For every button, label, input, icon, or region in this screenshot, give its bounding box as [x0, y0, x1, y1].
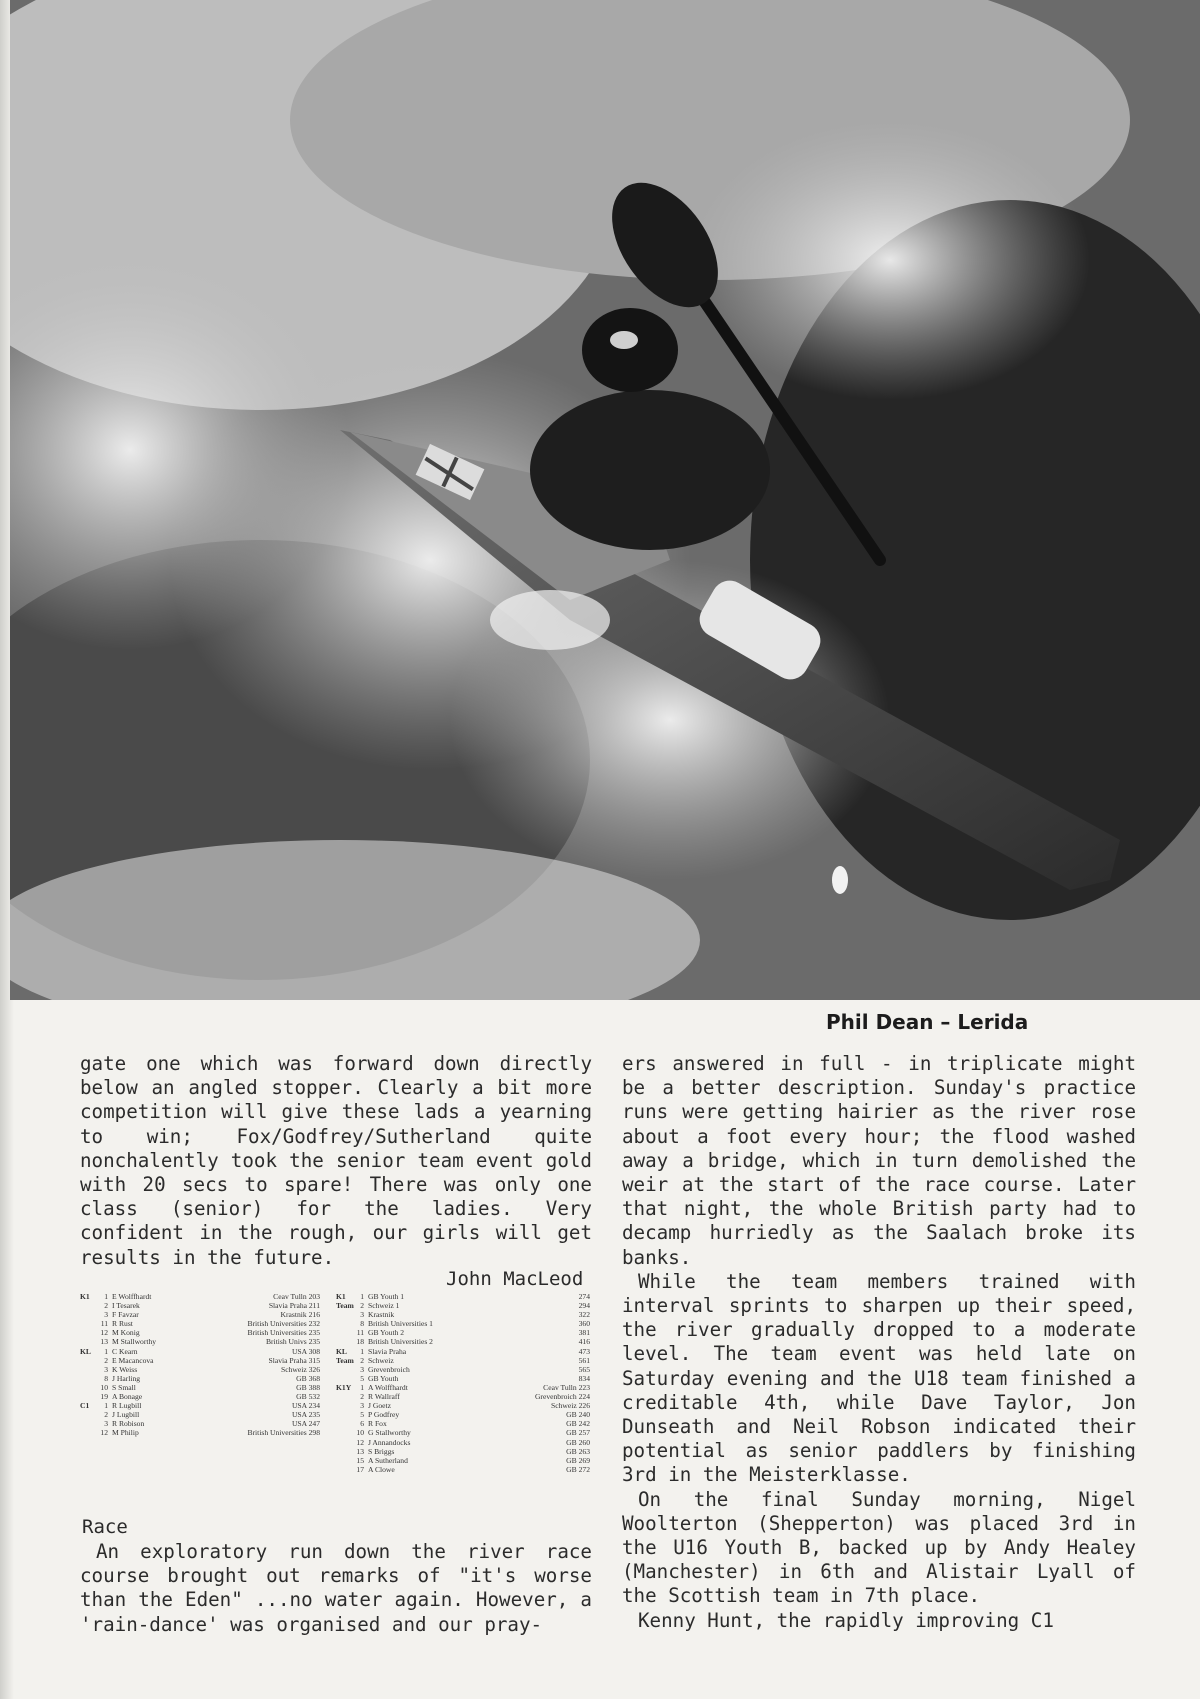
- results-club-time: 360: [578, 1319, 590, 1329]
- results-row: [80, 1337, 320, 1346]
- results-row: [336, 1301, 590, 1310]
- results-name: E Macancova: [112, 1355, 154, 1365]
- results-row: [336, 1319, 590, 1328]
- results-club-time: GB 532: [296, 1392, 320, 1402]
- results-club-time: USA 308: [291, 1346, 320, 1356]
- results-row: [80, 1347, 320, 1356]
- results-club-time: 294: [578, 1301, 590, 1311]
- results-position: 1: [360, 1346, 364, 1356]
- results-club-time: Slavia Praha 315: [268, 1355, 320, 1365]
- results-class: K1Y: [336, 1382, 352, 1392]
- results-club-time: 561: [578, 1355, 590, 1365]
- results-name: A Sutherland: [368, 1455, 408, 1465]
- results-row: [336, 1356, 590, 1365]
- results-name: E Wolffhardt: [112, 1292, 152, 1301]
- article-column-left-bottom: [80, 1540, 592, 1637]
- results-row: [336, 1337, 590, 1346]
- results-position: 18: [356, 1337, 364, 1347]
- results-position: 5: [360, 1410, 364, 1420]
- results-club-time: USA 247: [291, 1419, 320, 1429]
- results-position: 17: [356, 1464, 364, 1474]
- results-row: [336, 1374, 590, 1383]
- results-name: S Small: [112, 1382, 136, 1392]
- article-column-right: [622, 1052, 1136, 1633]
- results-row: [80, 1292, 320, 1301]
- results-class: Team: [336, 1355, 354, 1365]
- results-club-time: GB 240: [566, 1410, 590, 1420]
- results-position: 19: [100, 1392, 108, 1402]
- results-name: Schweiz: [368, 1355, 394, 1365]
- results-position: 3: [360, 1401, 364, 1411]
- results-name: J Goetz: [368, 1401, 391, 1411]
- results-position: 2: [360, 1301, 364, 1311]
- results-name: R Fox: [368, 1419, 387, 1429]
- results-name: British Universities 1: [368, 1319, 433, 1329]
- results-club-time: GB 368: [296, 1373, 320, 1383]
- results-row: [336, 1383, 590, 1392]
- results-club-time: Schweiz 326: [280, 1364, 320, 1374]
- results-club-time: USA 235: [291, 1410, 320, 1420]
- results-name: GB Youth 2: [368, 1328, 405, 1338]
- results-club-time: USA 234: [291, 1401, 320, 1411]
- results-row: [80, 1410, 320, 1419]
- results-name: J Lugbill: [112, 1410, 140, 1420]
- results-class: Team: [336, 1301, 354, 1311]
- results-club-time: GB 242: [566, 1419, 590, 1429]
- results-position: 1: [360, 1382, 364, 1392]
- results-club-time: 322: [578, 1310, 590, 1320]
- results-class: KL: [336, 1346, 347, 1356]
- results-position: 6: [360, 1419, 364, 1429]
- results-row: [80, 1419, 320, 1428]
- results-column-right: [336, 1292, 590, 1474]
- kayak-photo-illustration: [10, 0, 1200, 1000]
- results-name: M Philip: [112, 1428, 139, 1438]
- results-row: [80, 1428, 320, 1437]
- results-name: M Stallworthy: [112, 1337, 157, 1347]
- results-row: [336, 1310, 590, 1319]
- results-name: P Godfrey: [368, 1410, 400, 1420]
- results-position: 10: [356, 1428, 364, 1438]
- results-row: [80, 1328, 320, 1337]
- results-row: [80, 1301, 320, 1310]
- results-club-time: British Universities 298: [247, 1428, 320, 1438]
- results-club-time: 834: [578, 1373, 590, 1383]
- results-position: 1: [104, 1401, 108, 1411]
- results-club-time: British Universities 235: [247, 1328, 320, 1338]
- results-row: [80, 1319, 320, 1328]
- results-club-time: British Universities 232: [247, 1319, 320, 1329]
- results-position: 2: [104, 1301, 108, 1311]
- kayak-photo: [10, 0, 1200, 1000]
- results-club-time: Krastnik 216: [280, 1310, 320, 1320]
- article-paragraph: An exploratory run down the river race course brought out remarks of "it's worse than the Eden" ...no water again. However, a 'rain-dance' was organised and our pray-: [80, 1540, 592, 1636]
- results-position: 8: [360, 1319, 364, 1329]
- section-heading-race: Race: [82, 1516, 128, 1538]
- article-column-left-top: [80, 1052, 592, 1270]
- results-row: [80, 1392, 320, 1401]
- results-name: Schweiz 1: [368, 1301, 400, 1311]
- results-name: R Robison: [112, 1419, 145, 1429]
- results-row: [80, 1356, 320, 1365]
- results-row: [336, 1392, 590, 1401]
- results-club-time: Slavia Praha 211: [268, 1301, 320, 1311]
- results-position: 5: [360, 1373, 364, 1383]
- photo-caption: Phil Dean – Lerida: [826, 1010, 1029, 1034]
- article-paragraph: On the final Sunday morning, Nigel Woolterton (Shepperton) was placed 3rd in the U16 Youth B, backed up by Andy Healey (Manchester) in 6th and Alistair Lyall of the Scottish team in 7th place.: [622, 1487, 1136, 1608]
- results-position: 11: [100, 1319, 108, 1329]
- results-row: [80, 1310, 320, 1319]
- results-name: A Wolffhardt: [368, 1382, 408, 1392]
- results-row: [336, 1401, 590, 1410]
- results-row: [336, 1465, 590, 1474]
- results-club-time: Ceav Tulln 223: [543, 1382, 590, 1392]
- results-position: 15: [356, 1455, 364, 1465]
- results-club-time: Grevenbroich 224: [534, 1392, 590, 1402]
- results-class: KL: [80, 1346, 91, 1356]
- results-name: R Wallraff: [368, 1392, 400, 1402]
- results-club-time: GB 260: [566, 1437, 590, 1447]
- results-position: 3: [104, 1310, 108, 1320]
- results-row: [336, 1328, 590, 1337]
- results-name: R Lugbill: [112, 1401, 142, 1411]
- results-row: [336, 1347, 590, 1356]
- results-row: [336, 1292, 590, 1301]
- results-row: [80, 1374, 320, 1383]
- results-column-left: [80, 1292, 320, 1438]
- results-club-time: GB 263: [566, 1446, 590, 1456]
- results-name: GB Youth 1: [368, 1292, 405, 1301]
- results-name: GB Youth: [368, 1373, 399, 1383]
- results-class: K1: [336, 1292, 346, 1301]
- results-club-time: 565: [578, 1364, 590, 1374]
- results-club-time: Schweiz 226: [550, 1401, 590, 1411]
- results-position: 2: [104, 1355, 108, 1365]
- results-club-time: GB 272: [566, 1464, 590, 1474]
- results-position: 12: [100, 1328, 108, 1338]
- results-position: 12: [100, 1428, 108, 1438]
- results-table: [80, 1292, 592, 1514]
- results-position: 13: [100, 1337, 108, 1347]
- results-row: [336, 1447, 590, 1456]
- results-name: K Weiss: [112, 1364, 138, 1374]
- results-position: 11: [356, 1328, 364, 1338]
- results-club-time: 274: [578, 1292, 590, 1301]
- results-club-time: 381: [578, 1328, 590, 1338]
- results-name: C Kearn: [112, 1346, 138, 1356]
- results-name: G Stallworthy: [368, 1428, 411, 1438]
- results-position: 2: [360, 1355, 364, 1365]
- results-name: F Favzar: [112, 1310, 139, 1320]
- results-name: I Tesarek: [112, 1301, 140, 1311]
- results-name: S Briggs: [368, 1446, 395, 1456]
- results-name: A Bonage: [112, 1392, 143, 1402]
- results-position: 12: [356, 1437, 364, 1447]
- article-paragraph: gate one which was forward down directly below an angled stopper. Clearly a bit more competition will give these lads a yearning to win; Fox/Godfrey/Sutherland quite nonchalently took the senior team event gold with 20 secs to spare! There was only one class (senior) for the ladies. Very confident in the rough, our girls will get results in the future.: [80, 1052, 592, 1269]
- results-club-time: 473: [578, 1346, 590, 1356]
- article-paragraph: While the team members trained with interval sprints to sharpen up their speed, the river gradually dropped to a moderate level. The team event was held late on Saturday evening and the U18 team finished a creditable 4th, while Dave Taylor, Jon Dunseath and Neil Robson indicated their potential as senior paddlers by finishing 3rd in the Meisterklasse.: [622, 1269, 1136, 1487]
- results-name: M Konig: [112, 1328, 140, 1338]
- author-signoff: John MacLeod: [446, 1268, 584, 1290]
- results-club-time: GB 388: [296, 1382, 320, 1392]
- results-row: [336, 1428, 590, 1437]
- results-club-time: Ceav Tulln 203: [273, 1292, 320, 1301]
- results-name: British Universities 2: [368, 1337, 433, 1347]
- results-position: 3: [360, 1310, 364, 1320]
- article-paragraph: Kenny Hunt, the rapidly improving C1: [638, 1608, 1054, 1632]
- results-club-time: British Univs 235: [265, 1337, 320, 1347]
- results-position: 2: [360, 1392, 364, 1402]
- results-row: [336, 1419, 590, 1428]
- results-name: J Annandocks: [368, 1437, 411, 1447]
- results-row: [336, 1410, 590, 1419]
- results-name: Krastnik: [368, 1310, 395, 1320]
- results-position: 13: [356, 1446, 364, 1456]
- results-position: 1: [104, 1346, 108, 1356]
- results-position: 10: [100, 1382, 108, 1392]
- results-row: [336, 1365, 590, 1374]
- results-position: 3: [104, 1419, 108, 1429]
- results-position: 3: [104, 1364, 108, 1374]
- results-class: K1: [80, 1292, 90, 1301]
- results-name: Slavia Praha: [368, 1346, 407, 1356]
- results-class: C1: [80, 1401, 90, 1411]
- results-name: A Clowe: [368, 1464, 395, 1474]
- results-row: [80, 1365, 320, 1374]
- results-position: 8: [104, 1373, 108, 1383]
- results-row: [336, 1438, 590, 1447]
- results-position: 1: [104, 1292, 108, 1301]
- results-row: [80, 1383, 320, 1392]
- results-name: R Rust: [112, 1319, 133, 1329]
- results-club-time: GB 257: [566, 1428, 590, 1438]
- results-club-time: 416: [578, 1337, 590, 1347]
- results-club-time: GB 269: [566, 1455, 590, 1465]
- results-row: [336, 1456, 590, 1465]
- results-row: [80, 1401, 320, 1410]
- article-paragraph: ers answered in full - in triplicate might be a better description. Sunday's practice runs were getting hairier as the river rose about a foot every hour; the flood washed away a bridge, which in turn demolished the weir at the start of the race course. Later that night, the whole British party had to decamp hurriedly as the Saalach broke its banks.: [622, 1052, 1136, 1269]
- results-position: 3: [360, 1364, 364, 1374]
- results-position: 1: [360, 1292, 364, 1301]
- results-name: J Harling: [112, 1373, 141, 1383]
- results-name: Grevenbroich: [368, 1364, 410, 1374]
- results-position: 2: [104, 1410, 108, 1420]
